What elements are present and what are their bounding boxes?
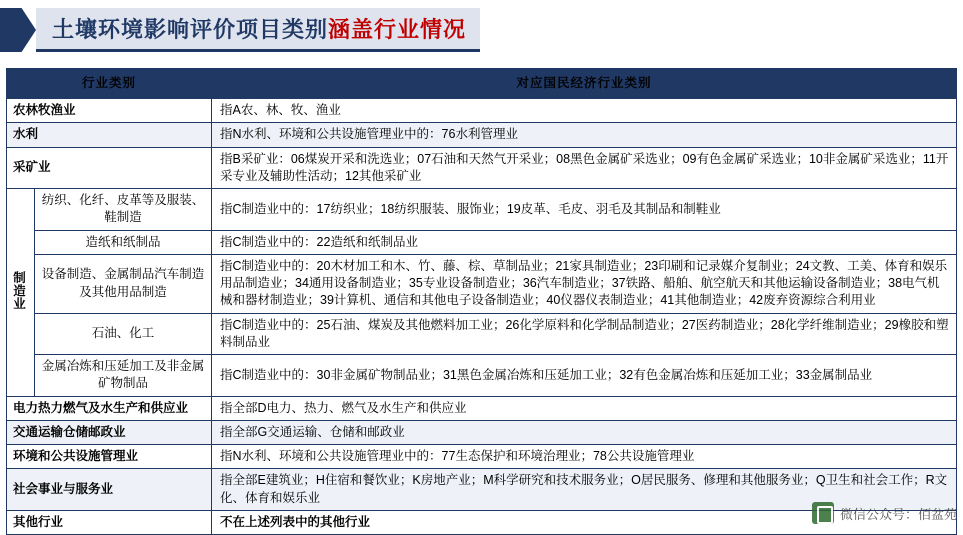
table-row — [7, 123, 957, 147]
row-category-transport: 交通运输仓储邮政业 — [7, 420, 212, 444]
page-title — [52, 13, 466, 44]
table-row — [7, 230, 957, 254]
table-header-industry-category: 行业类别 — [7, 69, 212, 99]
header-chevron-icon — [0, 8, 36, 52]
table-row — [7, 396, 957, 420]
table-header-row — [7, 69, 957, 99]
row-category-power: 电力热力燃气及水生产和供应业 — [7, 396, 212, 420]
row-desc-agriculture: 指A农、林、牧、渔业 — [212, 99, 957, 123]
table-body — [7, 99, 957, 535]
row-desc-environment: 指N水利、环境和公共设施管理业中的：77生态保护和环境治理业；78公共设施管理业 — [212, 445, 957, 469]
row-desc-petrochemical: 指C制造业中的：25石油、煤炭及其他燃料加工业；26化学原料和化学制品制造业；27医药制造业；28化学纤维制造业；29橡胶和塑料制品业 — [212, 313, 957, 355]
industry-category-table — [6, 68, 957, 535]
industry-category-table-wrap — [6, 68, 957, 535]
row-desc-mining: 指B采矿业：06煤炭开采和洗选业；07石油和天然气开采业；08黑色金属矿采选业；09有色金属矿采选业；10非金属矿采选业；11开采专业及辅助性活动；12其他采矿业 — [212, 147, 957, 189]
header-band — [36, 8, 480, 52]
row-desc-power: 指全部D电力、热力、燃气及水生产和供应业 — [212, 396, 957, 420]
table-row — [7, 420, 957, 444]
table-header-national-economy-category: 对应国民经济行业类别 — [212, 69, 957, 99]
table-row — [7, 99, 957, 123]
row-subcategory-paper: 造纸和纸制品 — [35, 230, 212, 254]
row-category-mining: 采矿业 — [7, 147, 212, 189]
table-row — [7, 445, 957, 469]
table-row — [7, 189, 957, 231]
row-desc-water: 指N水利、环境和公共设施管理业中的：76水利管理业 — [212, 123, 957, 147]
page-title-accent: 涵盖行业情况 — [328, 17, 467, 42]
row-group-manufacturing — [7, 189, 35, 397]
table-row — [7, 355, 957, 397]
row-desc-transport: 指全部G交通运输、仓储和邮政业 — [212, 420, 957, 444]
watermark-text: 微信公众号：佰盆苑 — [839, 506, 957, 522]
table-row — [7, 147, 957, 189]
table-row — [7, 254, 957, 313]
table-head — [7, 69, 957, 99]
watermark — [812, 502, 957, 524]
table-row — [7, 313, 957, 355]
row-subcategory-petrochemical: 石油、化工 — [35, 313, 212, 355]
row-group-manufacturing-label: 制造业 — [13, 270, 28, 311]
row-subcategory-textile: 纺织、化纤、皮革等及服装、鞋制造 — [35, 189, 212, 231]
page-title-main: 土壤环境影响评价项目类别 — [52, 17, 329, 42]
row-subcategory-equipment: 设备制造、金属制品汽车制造及其他用品制造 — [35, 254, 212, 313]
row-desc-metal-smelting: 指C制造业中的：30非金属矿物制品业；31黑色金属冶炼和压延加工业；32有色金属冶炼和压延加工业；33金属制品业 — [212, 355, 957, 397]
row-desc-textile: 指C制造业中的：17纺织业；18纺织服装、服饰业；19皮革、毛皮、羽毛及其制品和制鞋业 — [212, 189, 957, 231]
row-desc-paper: 指C制造业中的：22造纸和纸制品业 — [212, 230, 957, 254]
leaf-logo-icon — [812, 502, 834, 524]
row-category-social-service: 社会事业与服务业 — [7, 469, 212, 511]
row-desc-equipment: 指C制造业中的：20木材加工和木、竹、藤、棕、草制品业；21家具制造业；23印刷和记录媒介复制业；24文教、工美、体育和娱乐用品制造业；34通用设备制造业；35专业设备制造业；36汽车制造业；37铁路、船舶、航空航天和其他运输设备制造业；38电气机械和器材制造业；39计算机、通信和其他电子设备制造业；40仪器仪表制造业；41其他制造业；42废弃资源综合利用业 — [212, 254, 957, 313]
row-category-agriculture: 农林牧渔业 — [7, 99, 212, 123]
row-category-environment: 环境和公共设施管理业 — [7, 445, 212, 469]
row-category-other: 其他行业 — [7, 510, 212, 534]
row-desc-other: 不在上述列表中的其他行业 — [212, 510, 957, 534]
row-subcategory-metal-smelting: 金属冶炼和压延加工及非金属矿物制品 — [35, 355, 212, 397]
slide-header — [0, 8, 480, 52]
row-category-water: 水利 — [7, 123, 212, 147]
row-desc-social-service: 指全部E建筑业；H住宿和餐饮业；K房地产业；M科学研究和技术服务业；O居民服务、修理和其他服务业；Q卫生和社会工作；R文化、体育和娱乐业 — [212, 469, 957, 511]
